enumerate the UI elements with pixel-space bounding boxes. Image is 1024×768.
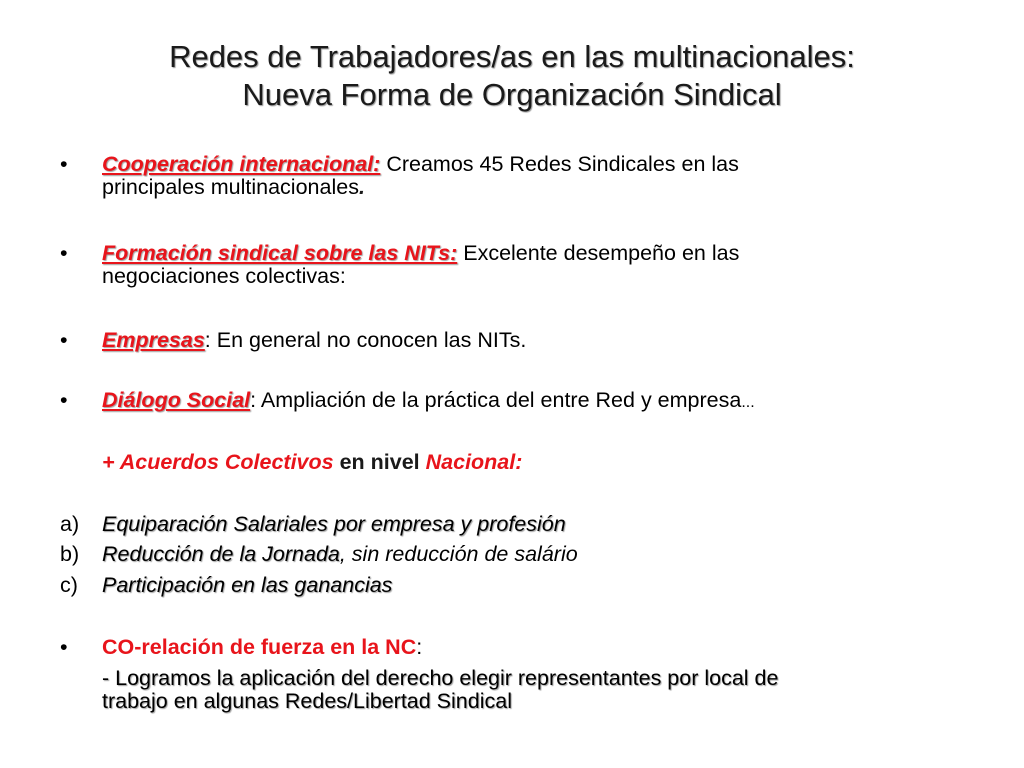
- title-line-1: Redes de Trabajadores/as en las multinacionales:: [169, 39, 855, 74]
- bullet-symbol: •: [60, 152, 68, 176]
- bullet-symbol: •: [60, 635, 68, 659]
- bullet-item-empresas: [60, 329, 960, 355]
- list-text-rest: , sin reducción de salário: [339, 542, 578, 566]
- list-item-b: [60, 543, 960, 569]
- list-text: Reducción de la Jornada: [102, 542, 340, 566]
- bullet-item-formacion: [60, 242, 960, 292]
- bullet-text: Excelente desempeño en las: [457, 241, 740, 265]
- acuerdos-part2: en nivel: [333, 450, 426, 474]
- closing-text: [60, 667, 960, 717]
- bullet-item-corelacion: [60, 636, 960, 662]
- list-marker: a): [60, 512, 80, 536]
- bullet-symbol: •: [60, 388, 68, 412]
- acuerdos-part1: Acuerdos Colectivos: [119, 450, 334, 474]
- bullet-text: Creamos 45 Redes Sindicales en las: [380, 152, 739, 176]
- bullet-label: Empresas: [102, 328, 205, 352]
- list-text: Equiparación Salariales por empresa y profesión: [102, 512, 566, 536]
- bullet-ellipsis: ...: [741, 394, 755, 411]
- acuerdos-plus: +: [102, 450, 120, 474]
- list-text: Participación en las ganancias: [102, 573, 393, 597]
- list-marker: b): [60, 542, 80, 566]
- list-item-c: [60, 574, 960, 600]
- bullet-item-dialogo: [60, 389, 960, 415]
- bullet-label: Diálogo Social: [102, 388, 251, 412]
- bullet-symbol: •: [60, 241, 68, 265]
- closing-line-2: trabajo en algunas Redes/Libertad Sindical: [102, 689, 512, 713]
- closing-line-1: - Logramos la aplicación del derecho elegir representantes por local de: [102, 666, 779, 690]
- bullet-item-cooperacion: [60, 153, 960, 203]
- bullet-label: Cooperación internacional:: [102, 152, 381, 176]
- bullet-label: Formación sindical sobre las NITs:: [102, 241, 458, 265]
- bullet-text: : Ampliación de la práctica del entre Red y empresa: [250, 388, 742, 412]
- bullet-symbol: •: [60, 328, 68, 352]
- slide-title: [0, 38, 1024, 114]
- acuerdos-part3: Nacional:: [425, 450, 523, 474]
- bullet-text: principales multinacionales: [102, 175, 359, 199]
- bullet-colon: :: [416, 635, 423, 659]
- bullet-text: negociaciones colectivas:: [102, 264, 346, 288]
- bullet-text-end: .: [358, 175, 365, 199]
- bullet-label: CO-relación de fuerza en la NC: [102, 635, 417, 659]
- acuerdos-line: [60, 451, 960, 477]
- list-item-a: [60, 513, 960, 539]
- list-marker: c): [60, 573, 78, 597]
- title-line-2: Nueva Forma de Organización Sindical: [242, 77, 782, 112]
- bullet-text: : En general no conocen las NITs.: [204, 328, 527, 352]
